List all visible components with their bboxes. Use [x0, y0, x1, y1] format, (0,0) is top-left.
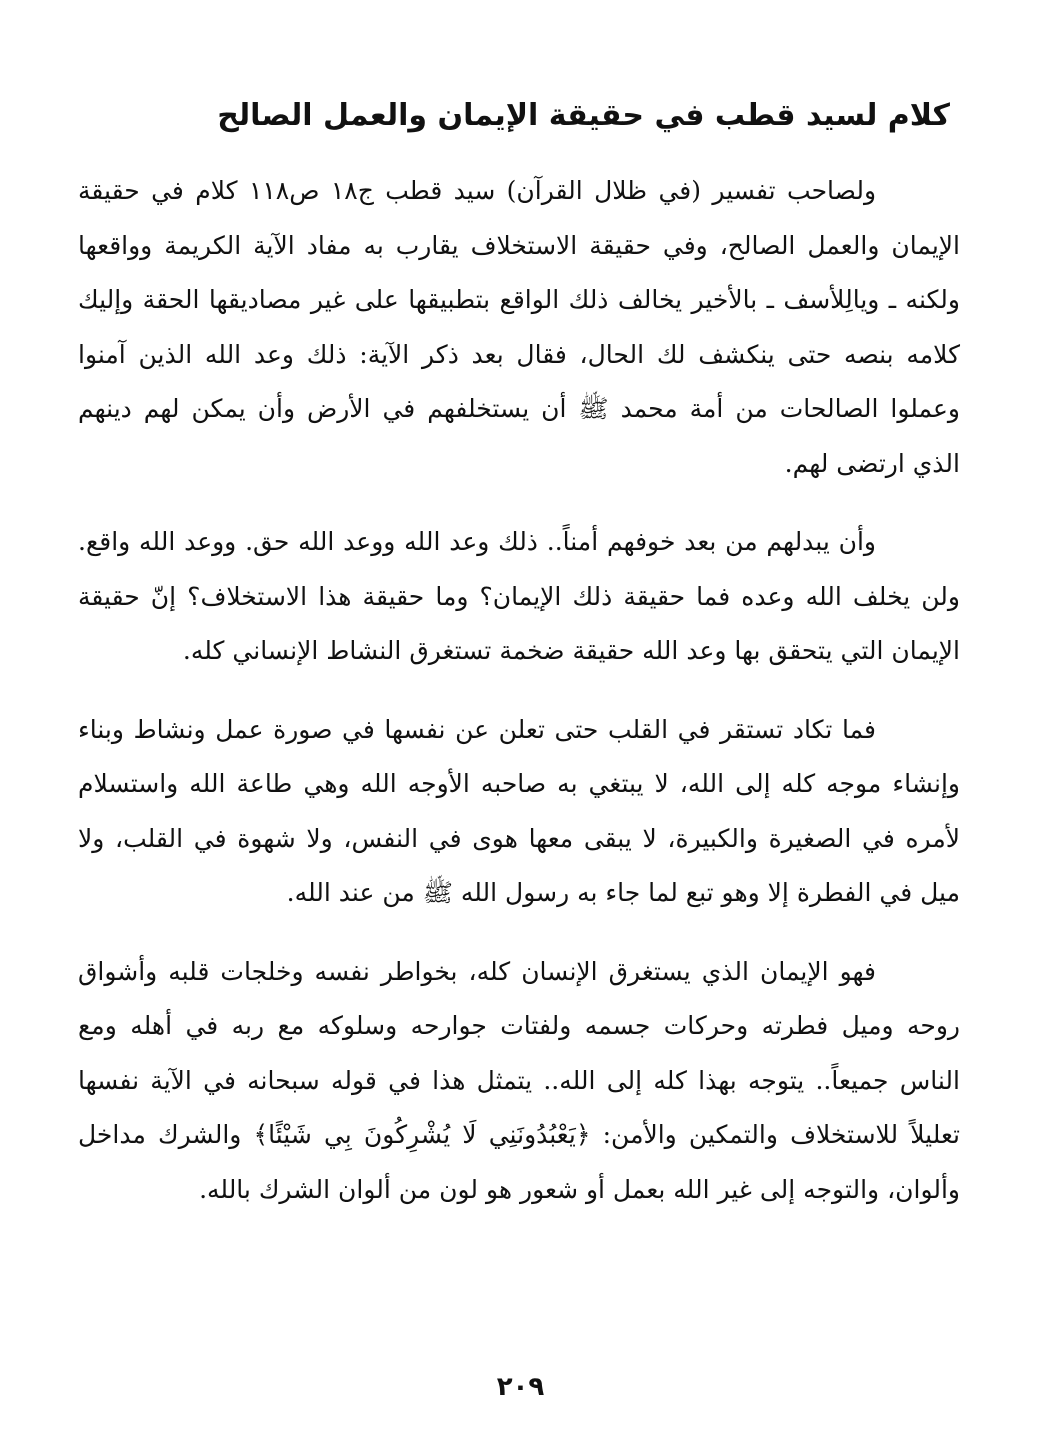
document-page	[78, 92, 960, 1241]
paragraph-faith: فهو الإيمان الذي يستغرق الإنسان كله، بخواطر نفسه وخلجات قلبه وأشواق روحه وميل فطرته وحركات جسمه ولفتات جوارحه وسلوكه مع ربه في أهله ومع الناس جميعاً.. يتوجه بهذا كله إلى الله.. يتمثل هذا في قوله سبحانه في الآية نفسها تعليلاً للاستخلاف والتمكين والأمن: ﴿يَعْبُدُونَنِي لَا يُشْرِكُونَ بِي شَيْئًا﴾ والشرك مداخل وألوان، والتوجه إلى غير الله بعمل أو شعور هو لون من ألوان الشرك بالله.	[78, 956, 960, 1204]
section-heading: كلام لسيد قطب في حقيقة الإيمان والعمل الصالح	[217, 98, 950, 133]
paragraph-heart: فما تكاد تستقر في القلب حتى تعلن عن نفسها في صورة عمل ونشاط وبناء وإنشاء موجه كله إلى الله، لا يبتغي به صاحبه الأوجه الله وهي طاعة الله واستسلام لأمره في الصغيرة والكبيرة، لا يبقى معها هوى في النفس، ولا شهوة في القلب، ولا ميل في الفطرة إلا وهو تبع لما جاء به رسول الله ﷺ من عند الله.	[78, 714, 960, 907]
paragraph-intro: ولصاحب تفسير (في ظلال القرآن) سيد قطب ج١٨ ص١١٨ كلام في حقيقة الإيمان والعمل الصالح، وفي حقيقة الاستخلاف يقارب به مفاد الآية الكريمة وواقعها ولكنه ـ ويالِلأسف ـ بالأخير يخالف ذلك الواقع بتطبيقها على غير مصاديقها الحقة وإليك كلامه بنصه حتى ينكشف لك الحال، فقال بعد ذكر الآية: ذلك وعد الله الذين آمنوا وعملوا الصالحات من أمة محمد ﷺ أن يستخلفهم في الأرض وأن يمكن لهم دينهم الذي ارتضى لهم.	[78, 176, 960, 478]
paragraph-promise: وأن يبدلهم من بعد خوفهم أمناً.. ذلك وعد الله ووعد الله حق. ووعد الله واقع. ولن يخلف الله وعده فما حقيقة ذلك الإيمان؟ وما حقيقة هذا الاستخلاف؟ إنّ حقيقة الإيمان التي يتحقق بها وعد الله حقيقة ضخمة تستغرق النشاط الإنساني كله.	[78, 527, 960, 665]
page-number: ٢٠٩	[496, 1372, 545, 1402]
